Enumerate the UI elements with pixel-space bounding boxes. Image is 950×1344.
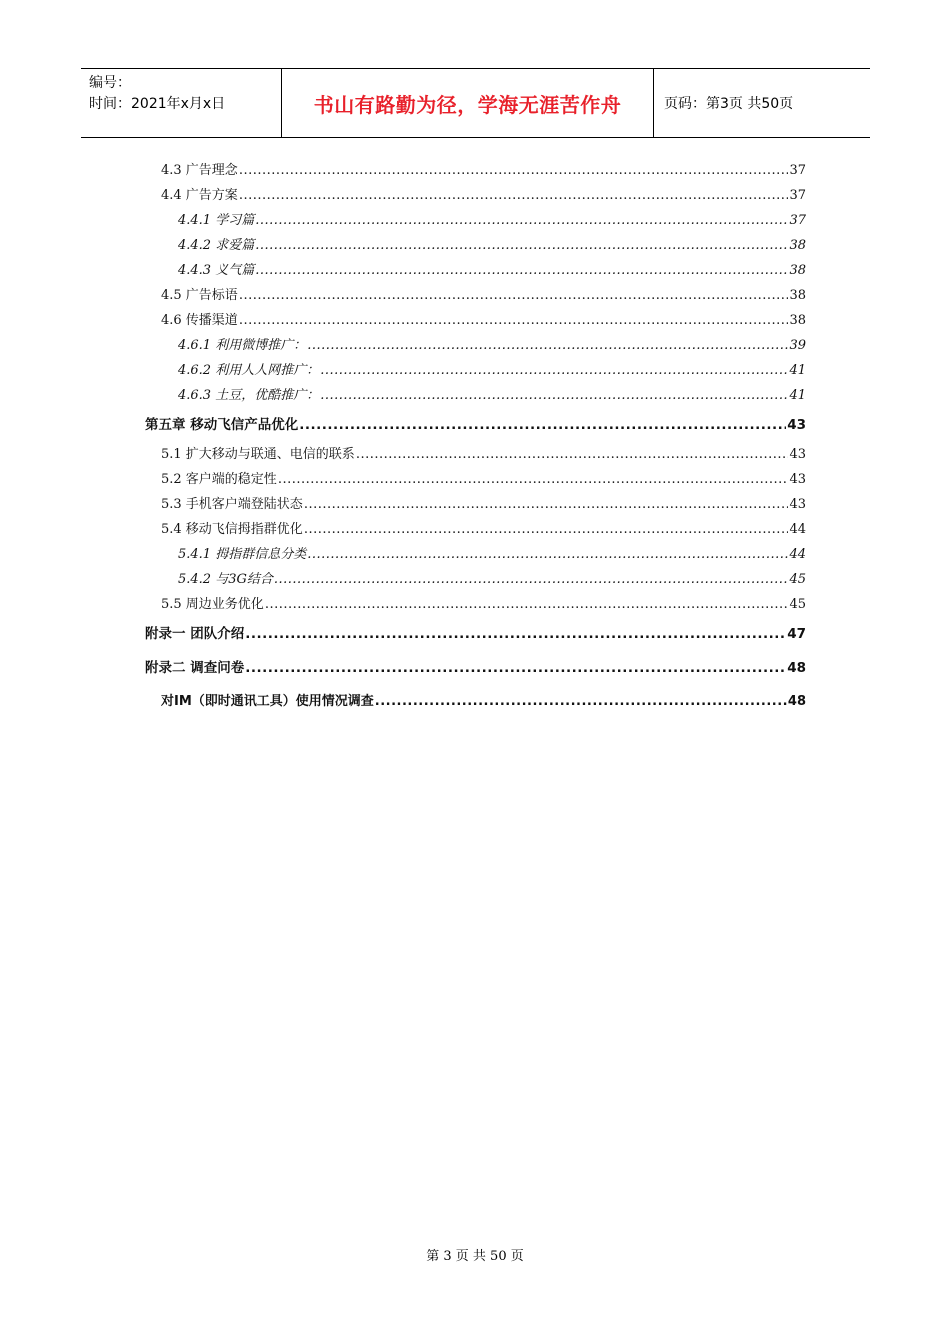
toc-entry-title: 4.6.1 利用微博推广： bbox=[178, 338, 307, 353]
toc-leader-dots bbox=[299, 408, 786, 442]
toc-entry[interactable] bbox=[145, 492, 806, 517]
toc-entry[interactable] bbox=[145, 283, 806, 308]
toc-leader-dots bbox=[245, 617, 786, 651]
toc-entry-title: 4.4.3 义气篇 bbox=[178, 263, 255, 278]
toc-leader-dots bbox=[239, 158, 789, 183]
toc-entry-title: 5.4.1 拇指群信息分类 bbox=[178, 547, 307, 562]
toc-leader-dots bbox=[304, 492, 789, 517]
toc-entry-title: 4.6.3 土豆，优酷推广： bbox=[178, 388, 320, 403]
toc-leader-dots bbox=[255, 233, 788, 258]
toc-entry[interactable] bbox=[145, 333, 806, 358]
toc-leader-dots bbox=[304, 517, 789, 542]
time-label: 时间：2021年x月x日 bbox=[89, 96, 226, 112]
toc-leader-dots bbox=[274, 567, 789, 592]
toc-leader-dots bbox=[356, 442, 789, 467]
toc-entry-title: 5.4.2 与3G结合 bbox=[178, 572, 273, 587]
toc-entry-title: 5.5 周边业务优化 bbox=[161, 597, 264, 612]
toc-entry[interactable] bbox=[145, 383, 806, 408]
toc-entry-title: 4.4.1 学习篇 bbox=[178, 213, 255, 228]
toc-leader-dots bbox=[239, 183, 789, 208]
toc-entry[interactable] bbox=[145, 617, 806, 651]
toc-entry-page: 44 bbox=[789, 547, 806, 562]
toc-entry-page: 37 bbox=[789, 163, 806, 178]
toc-entry[interactable] bbox=[145, 183, 806, 208]
toc-entry-page: 48 bbox=[787, 660, 806, 676]
toc-entry[interactable] bbox=[145, 542, 806, 567]
toc-leader-dots bbox=[375, 685, 787, 719]
toc-entry-page: 45 bbox=[789, 572, 806, 587]
toc-entry-title: 4.3 广告理念 bbox=[161, 163, 238, 178]
toc-entry-title: 5.1 扩大移动与联通、电信的联系 bbox=[161, 447, 355, 462]
toc-leader-dots bbox=[307, 333, 788, 358]
toc-entry-page: 41 bbox=[789, 363, 806, 378]
header-motto: 书山有路勤为径，学海无涯苦作舟 bbox=[281, 69, 654, 137]
header-page-label: 页码：第3页 共50页 bbox=[664, 96, 794, 112]
toc-entry[interactable] bbox=[145, 358, 806, 383]
toc-leader-dots bbox=[255, 258, 788, 283]
toc-leader-dots bbox=[255, 208, 788, 233]
toc-entry-title: 5.3 手机客户端登陆状态 bbox=[161, 497, 303, 512]
toc-entry[interactable] bbox=[145, 592, 806, 617]
toc-entry-page: 48 bbox=[787, 694, 806, 709]
toc-entry-page: 39 bbox=[789, 338, 806, 353]
header-meta bbox=[81, 69, 281, 137]
toc-leader-dots bbox=[239, 283, 789, 308]
toc-entry-page: 37 bbox=[789, 213, 806, 228]
toc-entry[interactable] bbox=[145, 408, 806, 442]
toc-leader-dots bbox=[278, 467, 789, 492]
toc-entry-page: 38 bbox=[789, 263, 806, 278]
toc-entry-page: 38 bbox=[789, 238, 806, 253]
toc-entry-page: 44 bbox=[789, 522, 806, 537]
toc-entry-page: 41 bbox=[789, 388, 806, 403]
toc-entry-title: 5.2 客户端的稳定性 bbox=[161, 472, 277, 487]
table-of-contents bbox=[145, 158, 806, 719]
toc-entry-page: 37 bbox=[789, 188, 806, 203]
serial-label: 编号： bbox=[89, 75, 131, 91]
toc-leader-dots bbox=[320, 358, 788, 383]
toc-leader-dots bbox=[307, 542, 788, 567]
toc-entry[interactable] bbox=[145, 651, 806, 685]
toc-entry-title: 对IM（即时通讯工具）使用情况调查 bbox=[161, 694, 374, 709]
page-header bbox=[81, 68, 870, 138]
toc-entry[interactable] bbox=[145, 442, 806, 467]
toc-entry[interactable] bbox=[145, 467, 806, 492]
toc-entry[interactable] bbox=[145, 517, 806, 542]
page-footer: 第 3 页 共 50 页 bbox=[426, 1249, 524, 1264]
toc-entry-page: 43 bbox=[789, 447, 806, 462]
toc-leader-dots bbox=[245, 651, 786, 685]
toc-entry[interactable] bbox=[145, 308, 806, 333]
toc-entry-page: 38 bbox=[789, 313, 806, 328]
toc-entry-title: 第五章 移动飞信产品优化 bbox=[145, 417, 299, 433]
toc-entry[interactable] bbox=[145, 158, 806, 183]
toc-entry-title: 4.6.2 利用人人网推广： bbox=[178, 363, 320, 378]
toc-entry-title: 附录二 调查问卷 bbox=[145, 660, 245, 676]
toc-entry[interactable] bbox=[145, 685, 806, 719]
toc-entry[interactable] bbox=[145, 258, 806, 283]
toc-leader-dots bbox=[320, 383, 788, 408]
toc-entry-title: 4.4.2 求爱篇 bbox=[178, 238, 255, 253]
toc-entry-page: 45 bbox=[789, 597, 806, 612]
toc-entry-page: 43 bbox=[787, 417, 806, 433]
toc-entry-title: 附录一 团队介绍 bbox=[145, 626, 245, 642]
toc-entry[interactable] bbox=[145, 233, 806, 258]
toc-entry-title: 4.6 传播渠道 bbox=[161, 313, 238, 328]
toc-entry-page: 38 bbox=[789, 288, 806, 303]
toc-entry-page: 43 bbox=[789, 472, 806, 487]
toc-entry-title: 4.5 广告标语 bbox=[161, 288, 238, 303]
toc-entry[interactable] bbox=[145, 567, 806, 592]
toc-entry-title: 4.4 广告方案 bbox=[161, 188, 238, 203]
toc-entry-title: 5.4 移动飞信拇指群优化 bbox=[161, 522, 303, 537]
toc-leader-dots bbox=[239, 308, 789, 333]
toc-entry-page: 47 bbox=[787, 626, 806, 642]
toc-entry[interactable] bbox=[145, 208, 806, 233]
toc-entry-page: 43 bbox=[789, 497, 806, 512]
toc-leader-dots bbox=[265, 592, 789, 617]
